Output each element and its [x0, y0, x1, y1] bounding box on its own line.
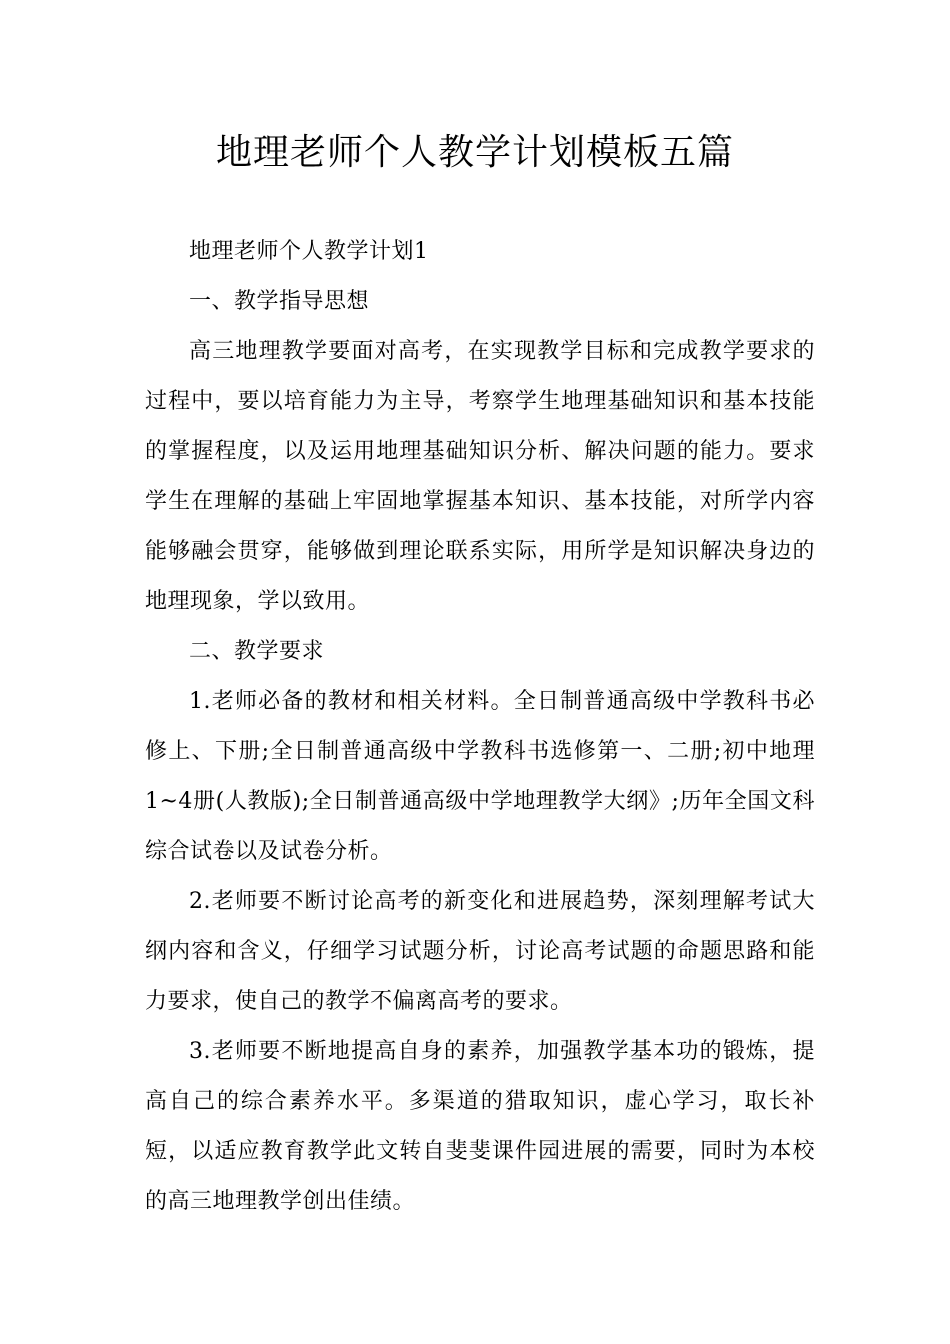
document-body — [145, 227, 815, 1227]
section-heading-teaching-requirements: 二、教学要求 — [189, 639, 325, 664]
document-title: 地理老师个人教学计划模板五篇 — [215, 132, 734, 173]
paragraph-requirement-1: 1.老师必备的教材和相关材料。全日制普通高级中学教科书必修上、下册;全日制普通高级中学教科书选修第一、二册;初中地理1~4册(人教版);全日制普通高级中学地理教学大纲》;历年全国文科综合试卷以及试卷分析。 — [145, 689, 815, 864]
section-heading-guiding-ideology: 一、教学指导思想 — [189, 289, 370, 314]
paragraph-requirement-2: 2.老师要不断讨论高考的新变化和进展趋势，深刻理解考试大纲内容和含义，仔细学习试题分析，讨论高考试题的命题思路和能力要求，使自己的教学不偏离高考的要求。 — [145, 889, 815, 1014]
paragraph-guiding-ideology: 高三地理教学要面对高考，在实现教学目标和完成教学要求的过程中，要以培育能力为主导，考察学生地理基础知识和基本技能的掌握程度，以及运用地理基础知识分析、解决问题的能力。要求学生在理解的基础上牢固地掌握基本知识、基本技能，对所学内容能够融会贯穿，能够做到理论联系实际，用所学是知识解决身边的地理现象，学以致用。 — [145, 339, 815, 614]
plan-heading: 地理老师个人教学计划1 — [189, 239, 429, 264]
paragraph-requirement-3: 3.老师要不断地提高自身的素养，加强教学基本功的锻炼，提高自己的综合素养水平。多渠道的猎取知识，虚心学习，取长补短，以适应教育教学此文转自斐斐课件园进展的需要，同时为本校的高三地理教学创出佳绩。 — [145, 1039, 815, 1214]
